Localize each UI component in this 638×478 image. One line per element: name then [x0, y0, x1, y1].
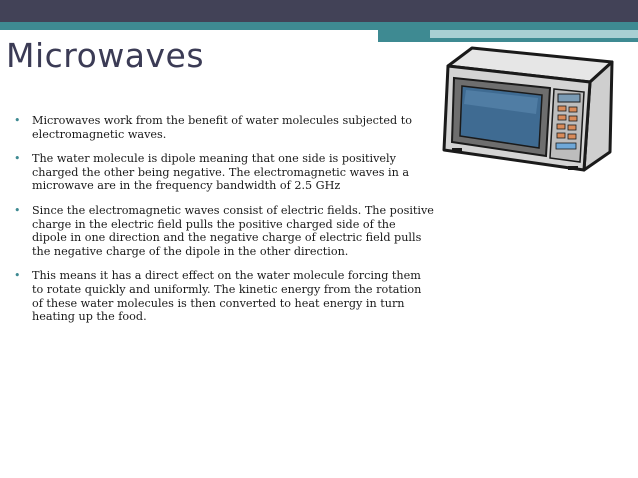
- header-accent-stripe: [0, 22, 638, 30]
- bullet-text: The water molecule is dipole meaning that one side is positively charged the other being negative. The electromagnetic waves in a microwave are in the frequency bandwidth of 2.5 GHz: [32, 152, 410, 193]
- bullet-marker: •: [14, 203, 21, 217]
- bullet-marker: •: [14, 152, 21, 166]
- bullet-marker: •: [14, 269, 21, 283]
- bullet-text: Microwaves work from the benefit of water molecules subjected to electromagnetic waves.: [32, 114, 412, 141]
- bullet-text: This means it has a direct effect on the water molecule forcing them to rotate quickly and uniformly. The kinetic energy from the rotation of these water molecules is then converted to heat energy in turn heating up the food.: [32, 269, 422, 324]
- bullet-list: [14, 114, 434, 335]
- bullet-item: [14, 204, 434, 258]
- slide-title: Microwaves: [6, 36, 205, 75]
- bullet-item: [14, 114, 434, 141]
- header-bar: [0, 0, 638, 22]
- bullet-item: [14, 152, 434, 193]
- bullet-item: [14, 269, 434, 323]
- bullet-marker: •: [14, 114, 21, 127]
- microwave-oven-icon: [438, 44, 614, 174]
- header-accent-light: [430, 30, 638, 38]
- bullet-text: Since the electromagnetic waves consist of electric fields. The positive charge in the electric field pulls the positive charged side of the dipole in one direction and the negative charge of electric field pulls the negative charge of the dipole in the other direction.: [32, 203, 434, 258]
